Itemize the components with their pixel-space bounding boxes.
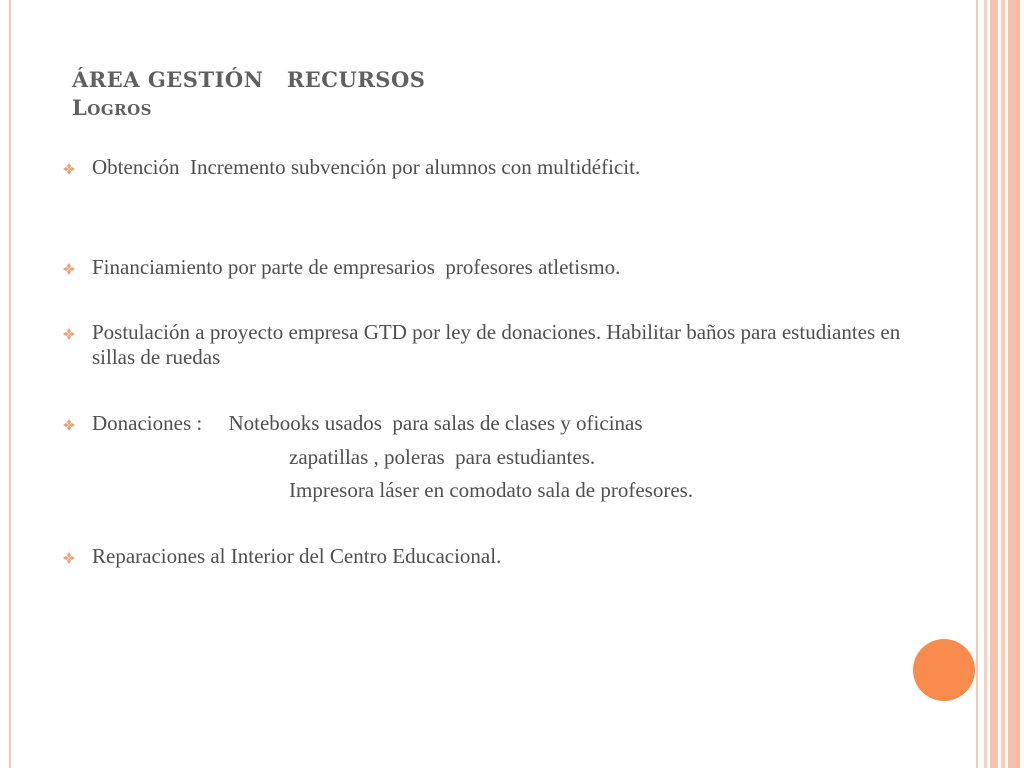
list-item-text: Obtención Incremento subvención por alumnos con multidéficit. <box>92 155 641 179</box>
list-item <box>62 411 942 441</box>
diamond-cluster-icon <box>62 162 76 176</box>
title-heading: ÁREA GESTIÓN RECURSOS <box>72 67 426 92</box>
decorative-stripe <box>984 0 987 768</box>
list-item-subline: Impresora láser en comodato sala de profesores. <box>289 478 694 502</box>
title-subheading: Logros <box>72 95 153 120</box>
list-item <box>62 155 942 185</box>
list-item <box>62 544 942 574</box>
decorative-stripe <box>1001 0 1005 768</box>
diamond-cluster-icon <box>62 327 76 341</box>
list-item-subline: zapatillas , poleras para estudiantes. <box>289 445 596 469</box>
list-item-text: Postulación a proyecto empresa GTD por ley de donaciones. Habilitar baños para estudiantes en sillas de ruedas <box>92 320 906 369</box>
diamond-cluster-icon <box>62 418 76 432</box>
list-item <box>62 320 942 375</box>
diamond-cluster-icon <box>62 551 76 565</box>
orange-circle-decoration <box>913 639 975 701</box>
frame-left-border <box>9 0 11 768</box>
decorative-stripe <box>990 0 998 768</box>
frame-right-border <box>976 0 978 768</box>
list-item-text: Reparaciones al Interior del Centro Educacional. <box>92 544 502 568</box>
decorative-stripe <box>1008 0 1020 768</box>
slide-title <box>72 66 892 122</box>
list-item-text: Donaciones : Notebooks usados para salas de clases y oficinas <box>92 411 643 435</box>
diamond-cluster-icon <box>62 262 76 276</box>
list-item <box>62 255 942 285</box>
list-item-text: Financiamiento por parte de empresarios profesores atletismo. <box>92 255 621 279</box>
